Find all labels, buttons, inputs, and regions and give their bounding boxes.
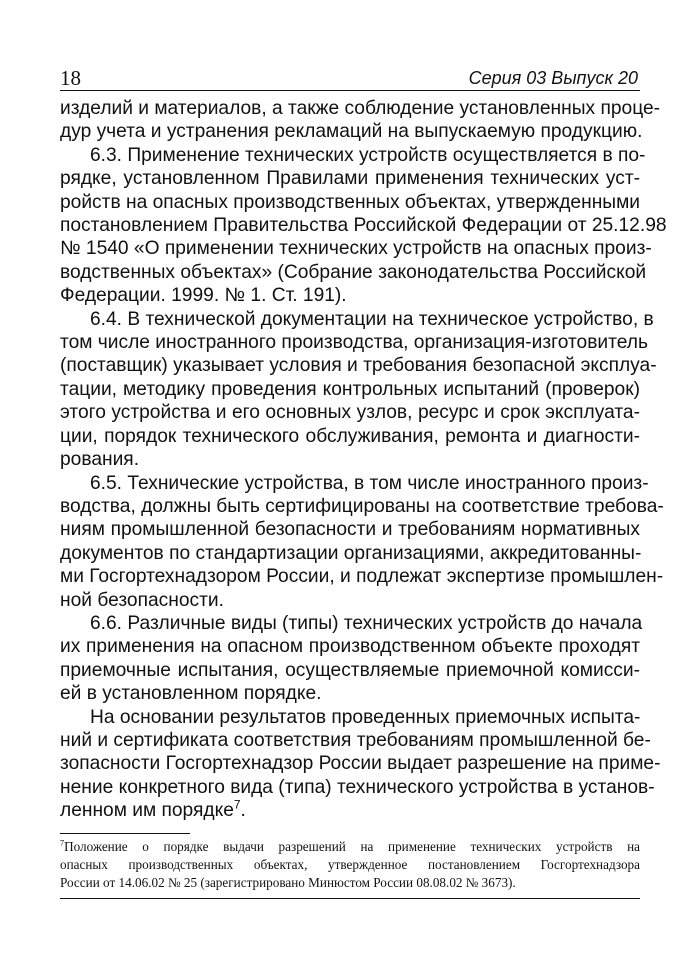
text-line: 6.5. Технические устройства, в том числе иностранного произ- <box>90 472 649 494</box>
bottom-rule <box>60 898 640 899</box>
text-line: зопасности Госгортехнадзор России выдает разрешение на приме- <box>60 753 661 775</box>
text-line: рядке, установленном Правилами применения технических уст- <box>60 168 640 190</box>
text-line: документов по стандартизации организациями, аккредитованны- <box>60 542 642 564</box>
text-line: 6.6. Различные виды (типы) технических устройств до начала <box>90 612 643 634</box>
text-line: изделий и материалов, а также соблюдение установленных проце- <box>60 98 661 119</box>
text-line: № 1540 «О применении технических устройств на опасных произ- <box>60 238 652 260</box>
paragraph-6-5 <box>60 472 664 612</box>
text-line: постановлением Правительства Российской Федерации от 25.12.98 <box>60 215 667 237</box>
text-line: водства, должны быть сертифицированы на соответствие требова- <box>60 495 664 517</box>
paragraph-6-6 <box>60 612 643 706</box>
footnote-separator <box>60 833 190 834</box>
text-line: Федерации. 1999. № 1. Ст. 191). <box>60 285 347 307</box>
text-line: рования. <box>60 449 140 471</box>
text-line: ной безопасности. <box>60 589 224 611</box>
text-line: том числе иностранного производства, организация-изготовитель <box>60 332 648 354</box>
page-header <box>60 66 640 91</box>
text-line: ми Госгортехнадзором России, и подлежат экспертизе промышлен- <box>60 566 664 588</box>
paragraph-intro <box>60 97 661 144</box>
text-line: На основании результатов проведенных приемочных испыта- <box>90 706 641 728</box>
text-line: этого устройства и его основных узлов, ресурс и срок эксплуата- <box>60 402 640 424</box>
footnote <box>60 838 640 892</box>
text-line: водственных объектах» (Собрание законодательства Российской <box>60 261 647 283</box>
paragraph-6-3 <box>60 144 667 308</box>
text-line: ции, порядок технического обслуживания, ремонта и диагности- <box>60 425 640 447</box>
page-number: 18 <box>60 66 81 90</box>
text-line: 6.4. В технической документации на техническое устройство, в <box>90 308 654 330</box>
footnote-reference[interactable]: 7 <box>233 797 241 812</box>
text-line: тации, методику проведения контрольных испытаний (проверок) <box>60 378 640 400</box>
text-line: нение конкретного вида (типа) технического устройства в установ- <box>60 776 655 798</box>
text-line: 6.3. Применение технических устройств осуществляется в по- <box>90 144 646 166</box>
paragraph-6-4 <box>60 308 657 472</box>
text-line: их применения на опасном производственном объекте проходят <box>60 636 640 658</box>
paragraph-permit <box>60 706 661 823</box>
text-line: дур учета и устранения рекламаций на выпускаемую продукцию. <box>60 121 643 143</box>
text-line: ниям промышленной безопасности и требованиям нормативных <box>60 519 640 541</box>
text-line: ройств на опасных производственных объектах, утвержденными <box>60 191 640 213</box>
document-body <box>60 97 667 823</box>
footnote-line: опасных производственных объектах, утвержденное постановлением Госгортехнадзора <box>60 857 640 872</box>
footnote-line <box>60 838 640 856</box>
footnote-text: Положение о порядке выдачи разрешений на применение технических устройств на <box>64 839 640 854</box>
text-line: (поставщик) указывает условия и требования безопасной эксплуа- <box>60 355 657 377</box>
text-line: приемочные испытания, осуществляемые приемочной комисси- <box>60 659 640 681</box>
footnote-marker: 7 <box>60 838 65 848</box>
text-line: ний и сертификата соответствия требованиям промышленной бе- <box>60 729 651 751</box>
text-line: ей в установленном порядке. <box>60 683 322 705</box>
footnote-line: России от 14.06.02 № 25 (зарегистрировано Минюстом России 08.08.02 № 3673). <box>60 875 516 890</box>
series-issue: Серия 03 Выпуск 20 <box>468 68 638 88</box>
line-text: ленном им порядке <box>60 800 234 822</box>
text-line-with-footnote: ленном им порядке$^7$. <box>60 797 246 822</box>
